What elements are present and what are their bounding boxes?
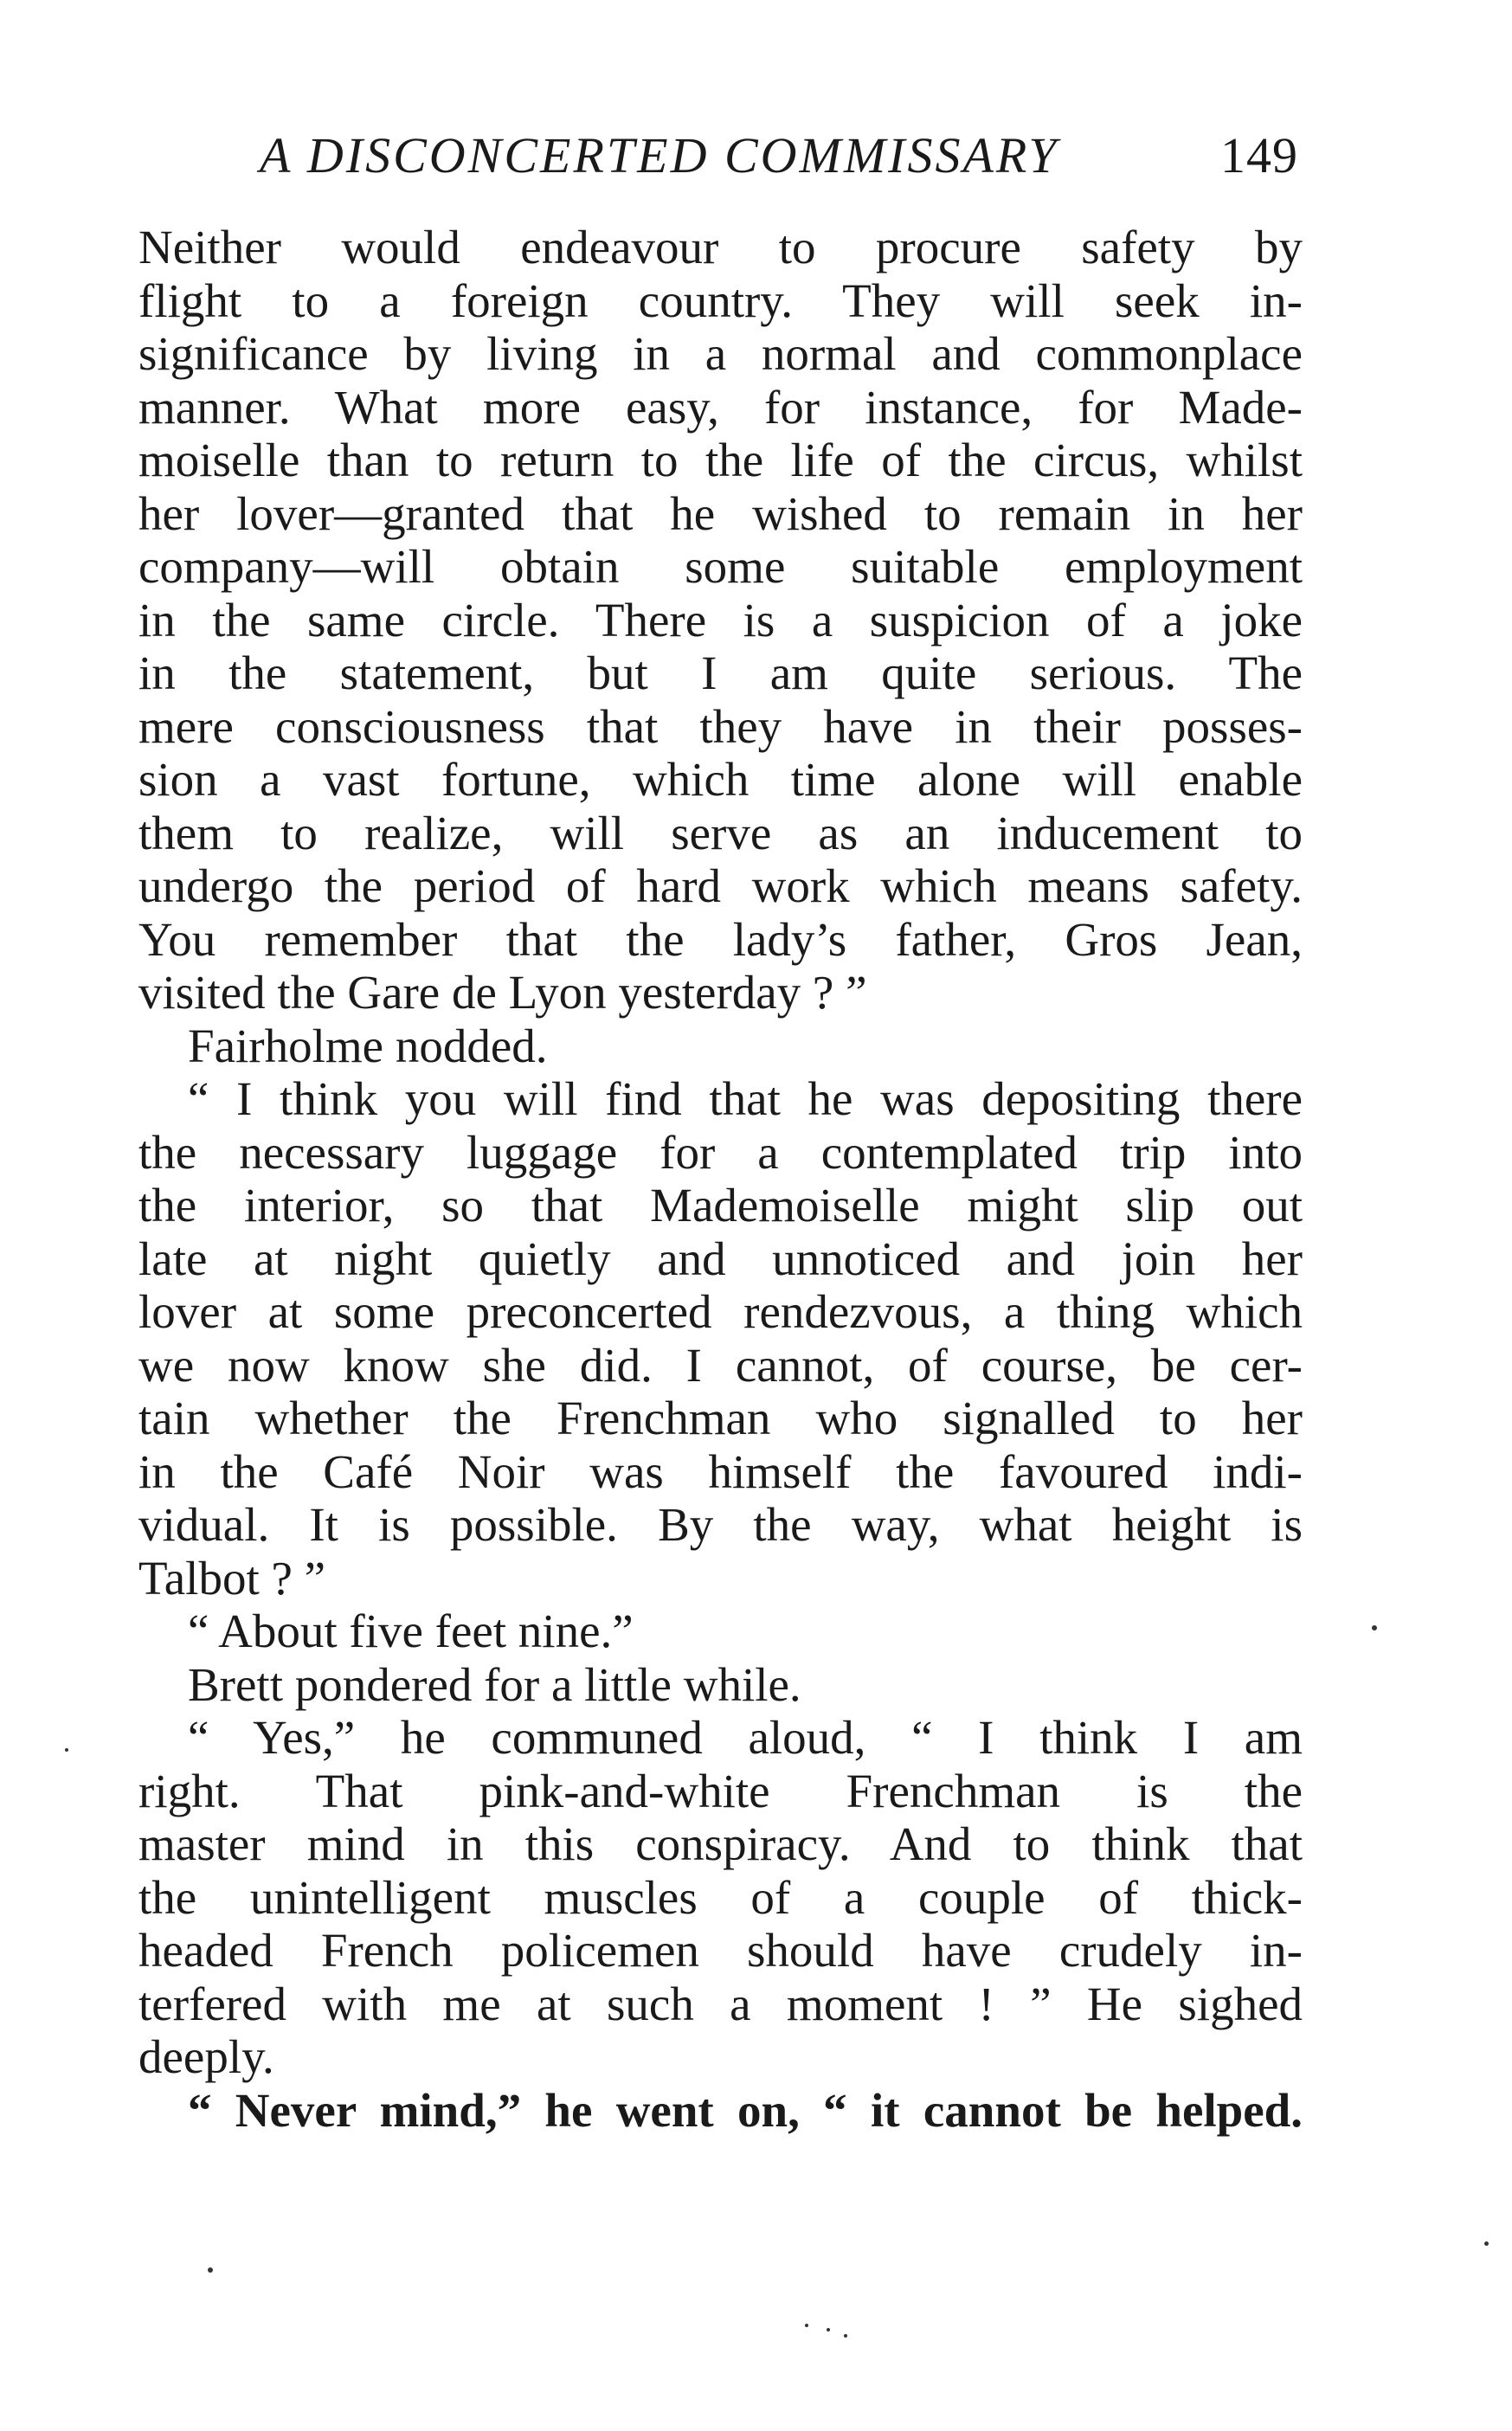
scan-speck [65, 1748, 68, 1752]
text-line: flight to a foreign country. They will seek in- [138, 273, 1303, 327]
text-line: in the same circle. There is a suspicion of a joke [138, 593, 1303, 646]
text-line: master mind in this conspiracy. And to think that [138, 1817, 1303, 1870]
text-line: manner. What more easy, for instance, for Made- [138, 380, 1303, 434]
text-line: undergo the period of hard work which means safety. [138, 859, 1303, 912]
text-line: You remember that the lady’s father, Gros Jean, [138, 912, 1303, 966]
running-head-title: A DISCONCERTED COMMISSARY [260, 127, 1059, 183]
text-line: in the statement, but I am quite serious. The [138, 646, 1303, 699]
body-text [138, 221, 1303, 2137]
text-line: “ Never mind,” he went on, “ it cannot be helped. [188, 2083, 1303, 2137]
text-line: the unintelligent muscles of a couple of thick- [138, 1870, 1303, 1924]
text-line: deeply. [138, 2030, 274, 2083]
text-line: significance by living in a normal and commonplace [138, 327, 1303, 380]
text-line: the necessary luggage for a contemplated trip into [138, 1125, 1303, 1179]
text-line: “ About five feet nine.” [188, 1605, 634, 1657]
text-line: late at night quietly and unnoticed and join her [138, 1232, 1303, 1285]
scan-speck [827, 2328, 830, 2331]
text-line: Talbot ? ” [138, 1551, 326, 1605]
text-line: the interior, so that Mademoiselle might slip out [138, 1179, 1303, 1232]
text-line: Fairholme nodded. [188, 1019, 548, 1072]
scan-speck [844, 2334, 847, 2338]
text-line: lover at some preconcerted rendezvous, a thing which [138, 1285, 1303, 1338]
text-line: we now know she did. I cannot, of course, be cer- [138, 1338, 1303, 1392]
text-line: her lover—granted that he wished to remain in her [138, 486, 1303, 540]
page-number: 149 [1220, 127, 1298, 183]
text-line: in the Café Noir was himself the favoured indi- [138, 1444, 1303, 1498]
text-line: “ I think you will find that he was depositing there [188, 1072, 1303, 1125]
text-line: sion a vast fortune, which time alone will enable [138, 753, 1303, 806]
text-line: them to realize, will serve as an inducement to [138, 806, 1303, 859]
text-line: right. That pink-and-white Frenchman is the [138, 1764, 1303, 1817]
scan-speck [805, 2324, 808, 2327]
text-line: terfered with me at such a moment ! ” He sighed [138, 1977, 1303, 2030]
text-line: tain whether the Frenchman who signalled to her [138, 1392, 1303, 1444]
scan-speck [1372, 1625, 1377, 1630]
scan-speck [208, 2267, 213, 2273]
text-line: Brett pondered for a little while. [188, 1657, 801, 1711]
text-line: vidual. It is possible. By the way, what height is [138, 1498, 1303, 1551]
text-line: company—will obtain some suitable employment [138, 540, 1303, 593]
text-line: Neither would endeavour to procure safety by [138, 221, 1303, 273]
text-line: mere consciousness that they have in their posses- [138, 699, 1303, 753]
scan-speck [1484, 2241, 1489, 2246]
text-line: moiselle than to return to the life of the circus, whilst [138, 434, 1303, 486]
running-head [260, 121, 1298, 190]
text-line: visited the Gare de Lyon yesterday ? ” [138, 966, 867, 1019]
text-line: “ Yes,” he communed aloud, “ I think I am [188, 1711, 1303, 1764]
text-line: headed French policemen should have crudely in- [138, 1924, 1303, 1977]
